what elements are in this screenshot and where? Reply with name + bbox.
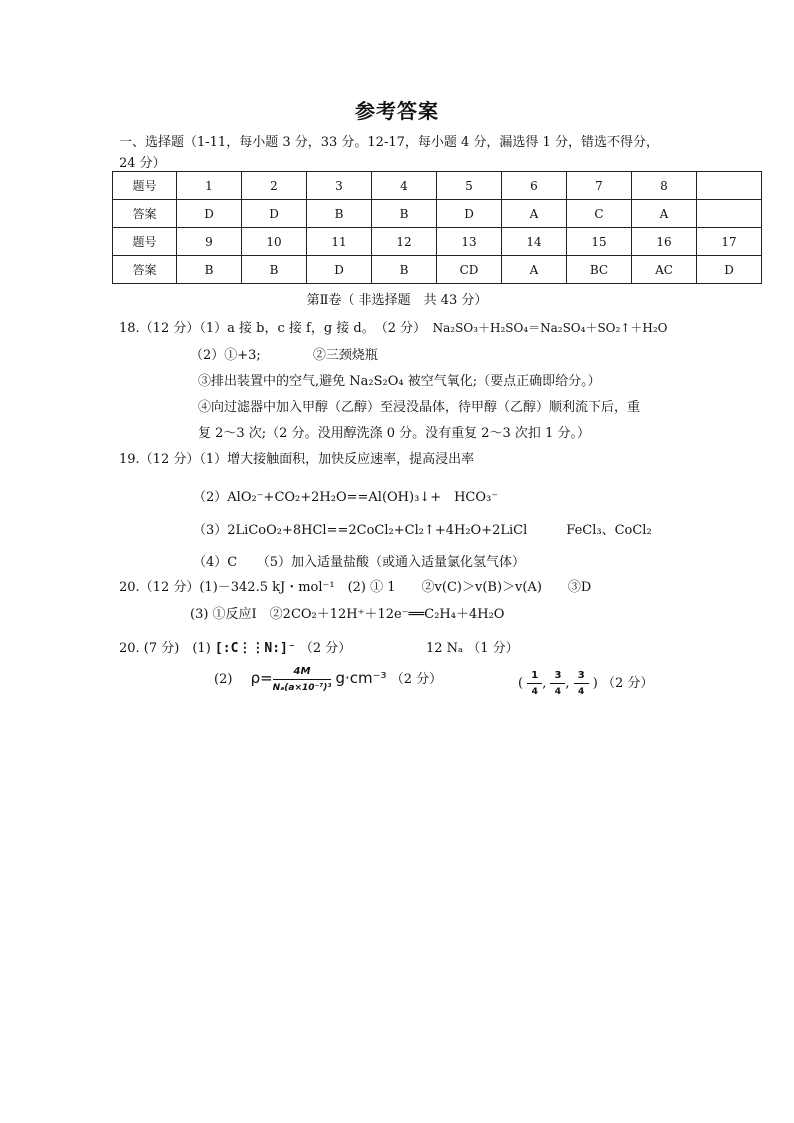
section1-intro-cont: 24 分） [119, 156, 166, 171]
q18-equation: Na₂SO₃＋H₂SO₄＝Na₂SO₄＋SO₂↑＋H₂O [432, 321, 668, 335]
table-cell: BC [567, 256, 632, 284]
coord-close: ) [592, 676, 598, 691]
density-unit: g·cm⁻³ [335, 669, 387, 687]
page-title: 参考答案 [355, 99, 439, 123]
q19-line1: 19.（12 分）（1）增大接触面积，加快反应速率，提高浸出率 [119, 452, 475, 467]
q20b-prefix: 20. (7 分) (1) [119, 641, 211, 656]
table-cell: 3 [307, 172, 372, 200]
table-cell: 10 [242, 228, 307, 256]
rho-symbol: ρ= [250, 669, 273, 687]
q20b-score3: （2 分） [390, 672, 443, 687]
table-cell: D [177, 200, 242, 228]
table-row [113, 256, 762, 284]
table-cell: 7 [567, 172, 632, 200]
coord-z-num: 3 [574, 670, 589, 684]
coord-x-den: 4 [531, 687, 538, 697]
table-cell: 13 [437, 228, 502, 256]
coordinate-group: ( $\frac{1}{4}$ , $\frac{3}{4}$ , $\frac{3}{4}$ ) （2 分） [518, 670, 654, 697]
q18-line4: ④向过滤器中加入甲醇（乙醇）至浸没晶体，待甲醇（乙醇）顺利流下后，重 [198, 400, 641, 415]
table-cell: B [372, 200, 437, 228]
table-cell: B [177, 256, 242, 284]
table-cell: D [307, 256, 372, 284]
table-cell: 4 [372, 172, 437, 200]
table-cell: 9 [177, 228, 242, 256]
coord-y-num: 3 [550, 670, 565, 684]
table-cell: 14 [502, 228, 567, 256]
q18-line5: 复 2～3 次;（2 分。没用醇洗涤 0 分。没有重复 2～3 次扣 1 分。） [198, 426, 590, 441]
table-cell: A [632, 200, 697, 228]
table-cell: B [307, 200, 372, 228]
q20-line1: 20.（12 分）(1)－342.5 kJ・mol⁻¹ (2) ① 1 ②v(C)＞v(B)＞v(A) ③D [119, 580, 592, 595]
density-fraction [273, 666, 332, 693]
q20-line2: (3) ①反应Ⅰ ②2CO₂＋12H⁺＋12e⁻══C₂H₄＋4H₂O [190, 607, 505, 622]
coord-z-den: 4 [578, 687, 585, 697]
table-row [113, 228, 762, 256]
table-cell [697, 172, 762, 200]
q20b-score2: （1 分） [467, 641, 519, 656]
q18-answer-1: 18.（12 分）（1）a 接 b，c 接 f，g 接 d。 （2 分） [119, 321, 433, 336]
table-cell: 11 [307, 228, 372, 256]
q19-line3: （3）2LiCoO₂+8HCl==2CoCl₂+Cl₂↑+4H₂O+2LiCl FeCl₃、CoCl₂ [193, 523, 652, 538]
table-cell: A [502, 256, 567, 284]
table-row-header: 答案 [113, 200, 177, 228]
q18-line1 [119, 317, 668, 336]
table-cell: 8 [632, 172, 697, 200]
table-row [113, 172, 762, 200]
table-row-header: 题号 [113, 228, 177, 256]
q19-line4: （4）C （5）加入适量盐酸（或通入适量氯化氢气体） [193, 555, 525, 570]
q18-line3: ③排出装置中的空气,避免 Na₂S₂O₄ 被空气氧化;（要点正确即给分。） [198, 374, 601, 389]
section1-intro: 一、选择题（1-11，每小题 3 分，33 分。12-17，每小题 4 分，漏选得 1 分，错选不得分， [119, 135, 659, 150]
coord-x-num: 1 [527, 670, 542, 684]
coord-fraction-x [527, 670, 542, 697]
table-cell: D [437, 200, 502, 228]
table-cell: 2 [242, 172, 307, 200]
table-cell: AC [632, 256, 697, 284]
table-cell: 5 [437, 172, 502, 200]
cyanide-lewis-structure: [:C⋮⋮N:]⁻ [214, 641, 296, 656]
table-cell: B [242, 256, 307, 284]
table-cell: 12 [372, 228, 437, 256]
table-cell: 1 [177, 172, 242, 200]
table-cell: CD [437, 256, 502, 284]
q20b-line1 [119, 637, 351, 656]
table-cell: B [372, 256, 437, 284]
answer-table [112, 171, 762, 284]
coord-y-den: 4 [554, 687, 562, 697]
coord-open: ( [518, 676, 524, 691]
section2-title: 第Ⅱ卷（ 非选择题 共 43 分） [306, 293, 488, 308]
density-numerator: 4M [273, 666, 332, 680]
table-cell: 6 [502, 172, 567, 200]
coord-fraction-z [574, 670, 589, 697]
table-cell: 16 [632, 228, 697, 256]
coord-fraction-y [550, 670, 565, 697]
density-denominator: Nₐ(a×10⁻⁷)³ [272, 683, 332, 693]
table-cell: 17 [697, 228, 762, 256]
q20b-score1: （2 分） [299, 641, 352, 656]
table-cell: C [567, 200, 632, 228]
q20b-line2 [214, 666, 442, 693]
q20b-na: 12 Nₐ [426, 641, 464, 656]
q20b-score4: （2 分） [602, 676, 654, 691]
q18-line2: （2）①+3; ②三颈烧瓶 [190, 348, 378, 363]
table-cell: D [697, 256, 762, 284]
table-cell: 15 [567, 228, 632, 256]
q20b-na-line [426, 637, 519, 656]
table-row [113, 200, 762, 228]
table-cell [697, 200, 762, 228]
table-cell: A [502, 200, 567, 228]
table-cell: D [242, 200, 307, 228]
table-row-header: 题号 [113, 172, 177, 200]
table-row-header: 答案 [113, 256, 177, 284]
q20b-part2-label: (2) [214, 672, 233, 687]
q19-line2: （2）AlO₂⁻+CO₂+2H₂O==Al(OH)₃↓+ HCO₃⁻ [193, 490, 499, 505]
